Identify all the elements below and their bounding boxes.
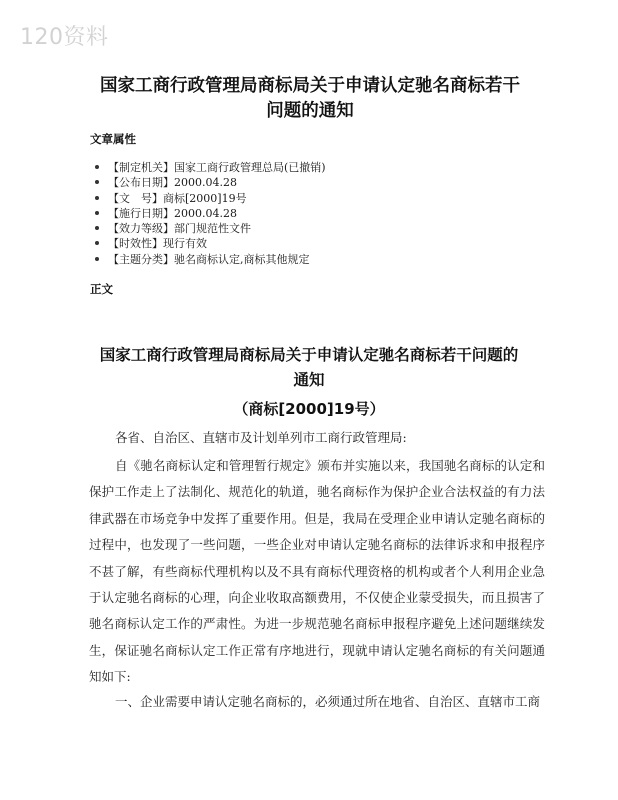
bullet-icon bbox=[95, 241, 99, 245]
body-title-line: 国家工商行政管理局商标局关于申请认定驰名商标若干问题的 bbox=[99, 346, 519, 364]
paragraph-line: 自《驰名商标认定和管理暂行规定》颁布并实施以来，我国驰名商标的认定和 bbox=[115, 458, 545, 473]
paragraph-line: 于认定驰名商标的心理，向企业收取高额费用，不仅使企业蒙受损失，而且损害了 bbox=[89, 590, 545, 606]
point-one: 一、企业需要申请认定驰名商标的，必须通过所在地省、自治区、直辖市工商 bbox=[115, 694, 541, 709]
body-heading: 正文 bbox=[90, 282, 113, 296]
bullet-icon bbox=[95, 196, 99, 200]
bullet-icon bbox=[95, 211, 99, 215]
attribute-item: 【文 号】商标[2000]19号 bbox=[108, 191, 326, 206]
paragraph-line: 知如下: bbox=[89, 669, 131, 685]
main-paragraph bbox=[89, 453, 545, 691]
document-title bbox=[60, 74, 560, 124]
attribute-item: 【施行日期】2000.04.28 bbox=[108, 206, 326, 221]
document-title-line: 国家工商行政管理局商标局关于申请认定驰名商标若干 bbox=[100, 76, 520, 96]
bullet-icon bbox=[95, 165, 99, 169]
attribute-item: 【主题分类】驰名商标认定,商标其他规定 bbox=[108, 252, 326, 267]
watermark-logo: 120资料 bbox=[20, 25, 109, 50]
attributes-list bbox=[108, 160, 326, 267]
attribute-item: 【制定机关】国家工商行政管理总局(已撤销) bbox=[108, 160, 326, 175]
paragraph-line: 不甚了解，有些商标代理机构以及不具有商标代理资格的机构或者个人利用企业急 bbox=[89, 563, 545, 579]
body-title-line: 通知 bbox=[293, 371, 325, 389]
bullet-icon bbox=[95, 257, 99, 261]
greeting: 各省、自治区、直辖市及计划单列市工商行政管理局: bbox=[115, 430, 407, 445]
paragraph-line: 律武器在市场竞争中发挥了重要作用。但是，我局在受理企业申请认定驰名商标的 bbox=[89, 510, 545, 526]
paragraph-line: 过程中，也发现了一些问题，一些企业对申请认定驰名商标的法律诉求和申报程序 bbox=[89, 537, 545, 553]
document-title-line: 问题的通知 bbox=[266, 101, 354, 121]
attribute-item: 【效力等级】部门规范性文件 bbox=[108, 221, 326, 236]
paragraph-line: 保护工作走上了法制化、规范化的轨道，驰名商标作为保护企业合法权益的有力法 bbox=[89, 484, 545, 500]
document-number: （商标[2000]19号） bbox=[233, 400, 385, 418]
paragraph-line: 驰名商标认定工作的严肃性。为进一步规范驰名商标申报程序避免上述问题继续发 bbox=[89, 616, 545, 632]
attribute-item: 【公布日期】2000.04.28 bbox=[108, 175, 326, 190]
bullet-icon bbox=[95, 226, 99, 230]
bullet-icon bbox=[95, 180, 99, 184]
paragraph-line: 生，保证驰名商标认定工作正常有序地进行，现就申请认定驰名商标的有关问题通 bbox=[89, 642, 545, 658]
attributes-heading: 文章属性 bbox=[90, 132, 136, 146]
attribute-item: 【时效性】现行有效 bbox=[108, 236, 326, 251]
body-title bbox=[84, 343, 534, 393]
